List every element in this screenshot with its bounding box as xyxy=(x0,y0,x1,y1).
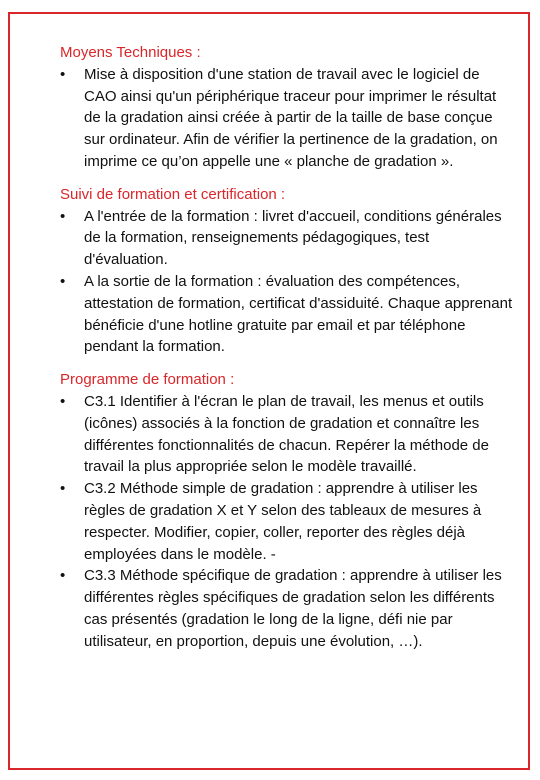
list-item-text: C3.2 Méthode simple de gradation : apprendre à utiliser les règles de gradation X et Y selon des tableaux de mesures à respecter. Modifier, copier, coller, reporter des règles déjà employées dans le modèle. - xyxy=(84,480,482,563)
bullet-icon: • xyxy=(60,272,66,290)
list-item xyxy=(60,478,515,565)
list-item-text: C3.3 Méthode spécifique de gradation : apprendre à utiliser les différentes règles spécifiques de gradation selon les différents cas présentés (gradation le long de la ligne, défi nie par utilisateur, en proportion, depuis une évolution, …). xyxy=(84,567,502,650)
section-heading: Moyens Techniques : xyxy=(60,44,201,61)
bullet-icon: • xyxy=(60,480,66,498)
list-item-text: C3.1 Identifier à l'écran le plan de travail, les menus et outils (icônes) associés à la fonction de gradation et connaître les différentes fonctionnalités de chacun. Repérer la méthode de travail la plus appropriée selon le modèle travaillé. xyxy=(84,392,489,476)
list-item-text: Mise à disposition d'une station de travail avec le logiciel de CAO ainsi qu'un périphérique traceur pour imprimer le résultat de la gradation ainsi créée à partir de la taille de base conçue sur ordinateur. Afin de vérifier la pertinence de la gradation, on imprime ce qu’on appelle une « planche de gradation ». xyxy=(84,65,498,170)
section-moyens-techniques xyxy=(60,42,515,173)
list-item-text: A l'entrée de la formation : livret d'accueil, conditions générales de la formation, renseignements pédagogiques, test d'évaluation. xyxy=(84,207,502,269)
list-item xyxy=(60,206,515,271)
bullet-icon: • xyxy=(60,392,66,410)
bullet-icon: • xyxy=(60,65,66,83)
bullet-list xyxy=(60,206,515,359)
list-item xyxy=(60,271,515,358)
list-item xyxy=(60,391,515,478)
section-heading: Programme de formation : xyxy=(60,371,235,389)
bullet-list xyxy=(60,391,515,653)
document-body xyxy=(60,42,515,664)
section-suivi-formation xyxy=(60,184,515,358)
list-item xyxy=(60,565,515,652)
bullet-icon: • xyxy=(60,207,66,225)
section-heading: Suivi de formation et certification : xyxy=(60,185,286,203)
bullet-icon: • xyxy=(60,567,66,585)
list-item xyxy=(60,64,515,173)
list-item-text: A la sortie de la formation : évaluation des compétences, attestation de formation, certificat d'assiduité. Chaque apprenant bénéficie d'une hotline gratuite par email et par téléphone pendant la formation. xyxy=(84,272,513,356)
section-programme-formation xyxy=(60,369,515,652)
bullet-list xyxy=(60,64,515,173)
